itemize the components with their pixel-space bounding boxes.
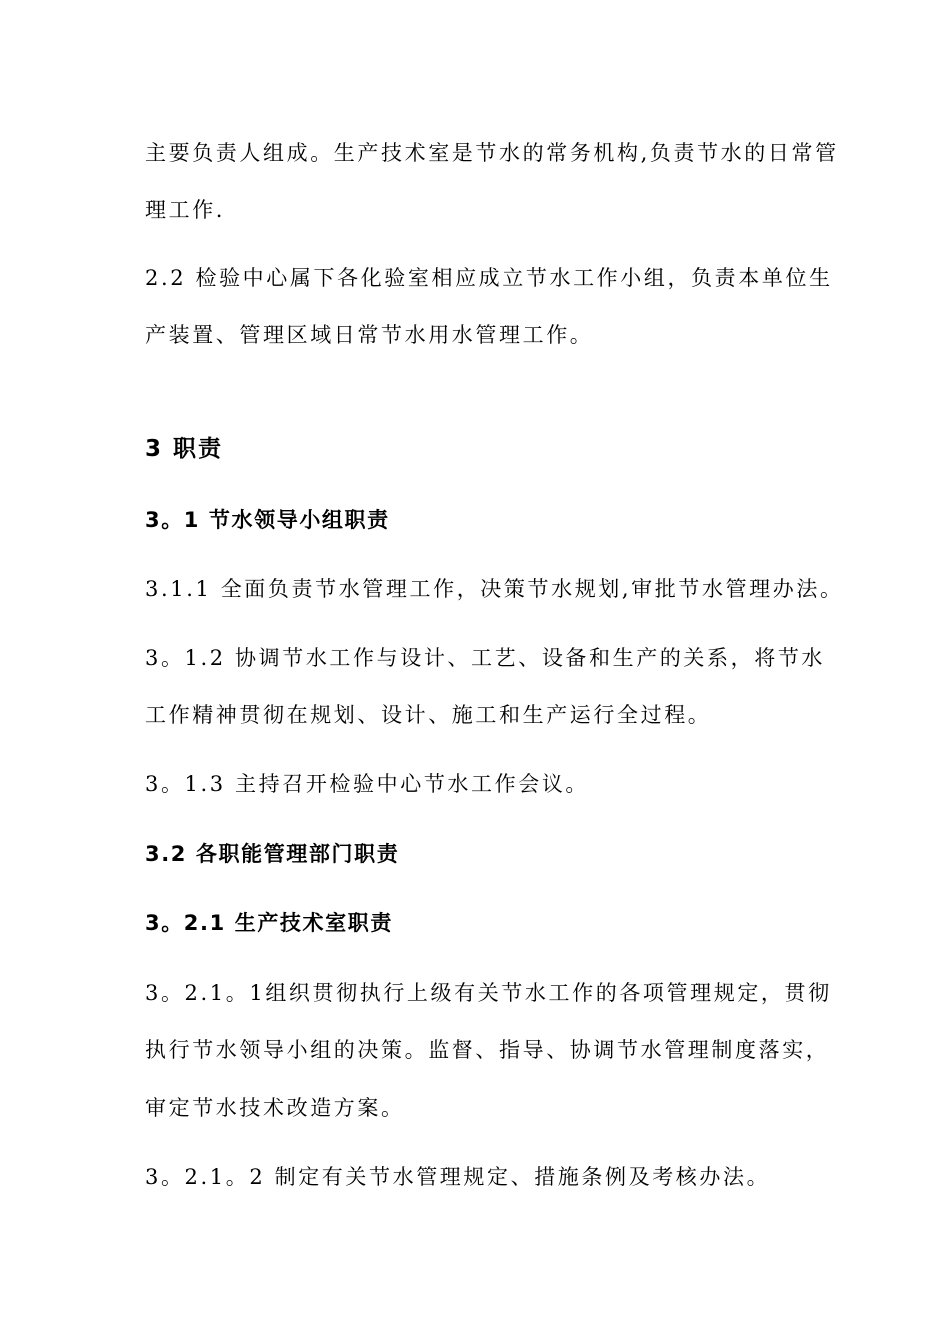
paragraph-line: 3。1.2 协调节水工作与设计、工艺、设备和生产的关系，将节水 bbox=[145, 646, 826, 670]
paragraph-line: 审定节水技术改造方案。 bbox=[145, 1096, 405, 1120]
subsection-heading: 3。2.1 生产技术室职责 bbox=[145, 911, 393, 935]
paragraph-line: 理工作. bbox=[145, 198, 226, 222]
paragraph-line: 主要负责人组成。生产技术室是节水的常务机构,负责节水的日常管 bbox=[145, 141, 839, 165]
paragraph-line: 执行节水领导小组的决策。监督、指导、协调节水管理制度落实， bbox=[145, 1038, 830, 1062]
paragraph-line: 3。2.1。1组织贯彻执行上级有关节水工作的各项管理规定，贯彻 bbox=[145, 981, 832, 1005]
section-heading: 3 职责 bbox=[145, 436, 224, 462]
paragraph-line: 工作精神贯彻在规划、设计、施工和生产运行全过程。 bbox=[145, 703, 712, 727]
paragraph-line: 2.2 检验中心属下各化验室相应成立节水工作小组，负责本单位生 bbox=[145, 266, 833, 290]
paragraph-line: 产装置、管理区域日常节水用水管理工作。 bbox=[145, 323, 594, 347]
paragraph-line: 3.1.1 全面负责节水管理工作，决策节水规划,审批节水管理办法。 bbox=[145, 577, 844, 601]
subsection-heading: 3。1 节水领导小组职责 bbox=[145, 508, 390, 532]
paragraph-line: 3。2.1。2 制定有关节水管理规定、措施条例及考核办法。 bbox=[145, 1165, 771, 1189]
paragraph-line: 3。1.3 主持召开检验中心节水工作会议。 bbox=[145, 772, 590, 796]
subsection-heading: 3.2 各职能管理部门职责 bbox=[145, 842, 400, 866]
